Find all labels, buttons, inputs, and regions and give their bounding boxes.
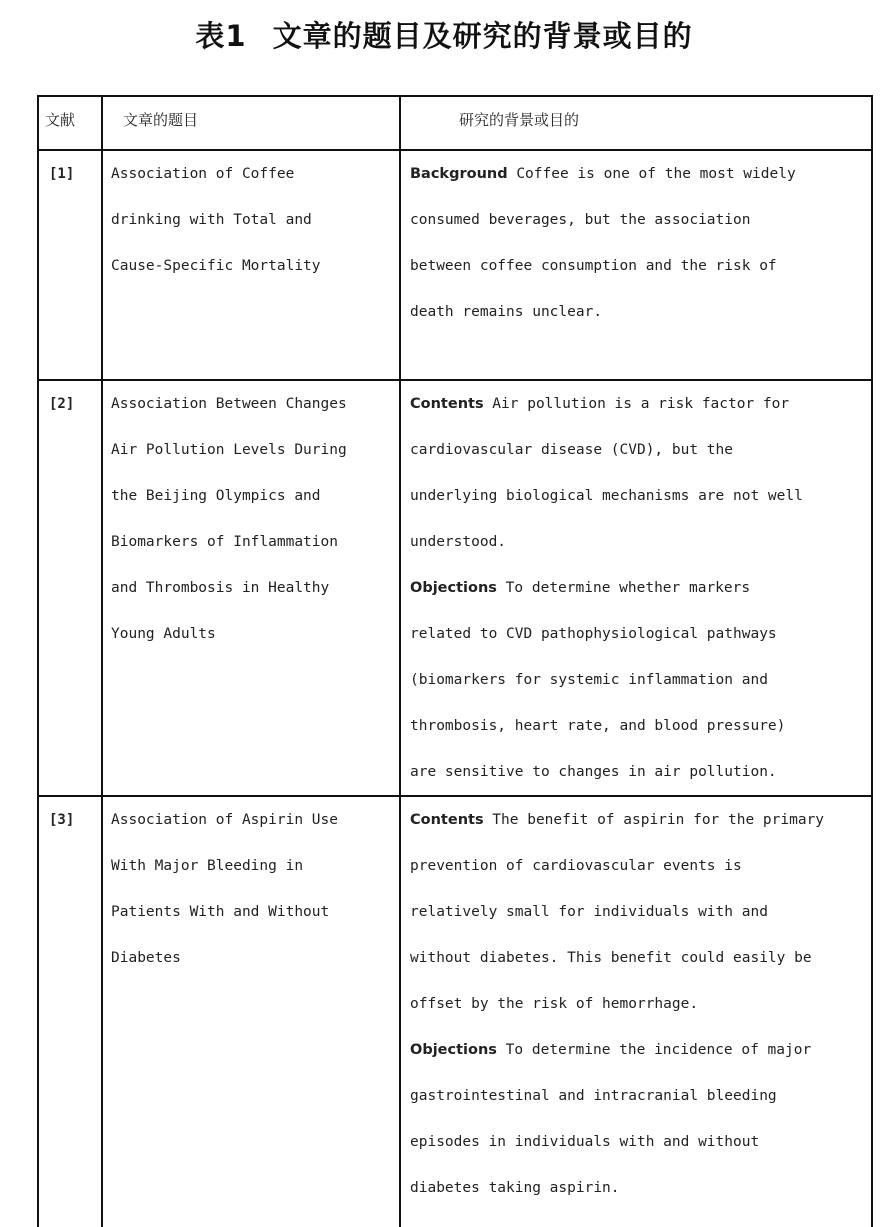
background-line — [410, 843, 867, 889]
background-text: between coffee consumption and the risk of — [410, 258, 777, 274]
background-cell — [400, 380, 872, 796]
section-label: Objections — [410, 580, 497, 596]
background-cell — [400, 150, 872, 380]
background-line — [410, 749, 867, 795]
table-number: 表1 — [195, 19, 247, 53]
article-title-line: Patients With and Without — [111, 904, 330, 920]
reference-cell: [2] — [38, 380, 102, 796]
background-line — [410, 889, 867, 935]
table-row — [38, 796, 872, 1227]
background-line — [410, 611, 867, 657]
table-row — [38, 150, 872, 380]
background-line — [410, 1165, 867, 1211]
section-label: Objections — [410, 1042, 497, 1058]
background-line — [410, 565, 867, 611]
background-line — [410, 657, 867, 703]
section-label: Contents — [410, 396, 484, 412]
background-line — [410, 1027, 867, 1073]
background-text: Coffee is one of the most widely — [507, 166, 796, 182]
article-title-line: Young Adults — [111, 626, 216, 642]
table-header-row — [38, 96, 872, 150]
reference-cell: [1] — [38, 150, 102, 380]
background-line — [410, 197, 867, 243]
background-text: thrombosis, heart rate, and blood pressure) — [410, 718, 786, 734]
background-text: prevention of cardiovascular events is — [410, 858, 742, 874]
background-line — [410, 1073, 867, 1119]
background-line — [410, 519, 867, 565]
background-cell — [400, 796, 872, 1227]
background-text: Air pollution is a risk factor for — [483, 396, 790, 412]
background-text: death remains unclear. — [410, 304, 603, 320]
article-title-line: Association of Coffee — [111, 166, 295, 182]
section-label: Contents — [410, 812, 484, 828]
table-caption — [0, 14, 888, 55]
background-text: cardiovascular disease (CVD), but the — [410, 442, 734, 458]
article-title-line: Air Pollution Levels During — [111, 442, 347, 458]
background-text: relatively small for individuals with and — [410, 904, 768, 920]
background-text: understood. — [410, 534, 507, 550]
reference-cell: [3] — [38, 796, 102, 1227]
background-text: The benefit of aspirin for the primary — [483, 812, 825, 828]
article-title-line: Diabetes — [111, 950, 181, 966]
article-title-line: drinking with Total and — [111, 212, 312, 228]
background-text: underlying biological mechanisms are not well — [410, 488, 803, 504]
section-label: Background — [410, 166, 508, 182]
article-title-line: and Thrombosis in Healthy — [111, 580, 330, 596]
background-text: To determine the incidence of major — [496, 1042, 812, 1058]
background-text: without diabetes. This benefit could easily be — [410, 950, 812, 966]
article-title-cell — [102, 150, 400, 380]
background-text: gastrointestinal and intracranial bleeding — [410, 1088, 777, 1104]
background-line — [410, 427, 867, 473]
background-line — [410, 151, 867, 197]
background-line — [410, 381, 867, 427]
article-title-line: the Beijing Olympics and — [111, 488, 321, 504]
background-line — [410, 703, 867, 749]
article-title-line: Biomarkers of Inflammation — [111, 534, 338, 550]
background-line — [410, 981, 867, 1027]
background-text: To determine whether markers — [496, 580, 751, 596]
background-text: are sensitive to changes in air pollution. — [410, 764, 777, 780]
article-title-line: Association of Aspirin Use — [111, 812, 338, 828]
background-text: diabetes taking aspirin. — [410, 1180, 620, 1196]
background-line — [410, 473, 867, 519]
article-title-line: Cause-Specific Mortality — [111, 258, 321, 274]
background-line — [410, 797, 867, 843]
background-line — [410, 935, 867, 981]
background-text: related to CVD pathophysiological pathways — [410, 626, 777, 642]
article-title-line: Association Between Changes — [111, 396, 347, 412]
background-text: (biomarkers for systemic inflammation and — [410, 672, 768, 688]
article-title-line: With Major Bleeding in — [111, 858, 304, 874]
header-reference: 文献 — [38, 96, 102, 150]
article-title-cell — [102, 380, 400, 796]
background-line — [410, 1119, 867, 1165]
header-background-purpose: 研究的背景或目的 — [400, 96, 872, 150]
background-text: consumed beverages, but the association — [410, 212, 751, 228]
background-line — [410, 289, 867, 335]
header-article-title: 文章的题目 — [102, 96, 400, 150]
background-text: offset by the risk of hemorrhage. — [410, 996, 699, 1012]
table-title: 文章的题目及研究的背景或目的 — [272, 19, 693, 53]
article-title-cell — [102, 796, 400, 1227]
table-row — [38, 380, 872, 796]
articles-table — [37, 95, 873, 1227]
background-text: episodes in individuals with and without — [410, 1134, 760, 1150]
background-line — [410, 243, 867, 289]
